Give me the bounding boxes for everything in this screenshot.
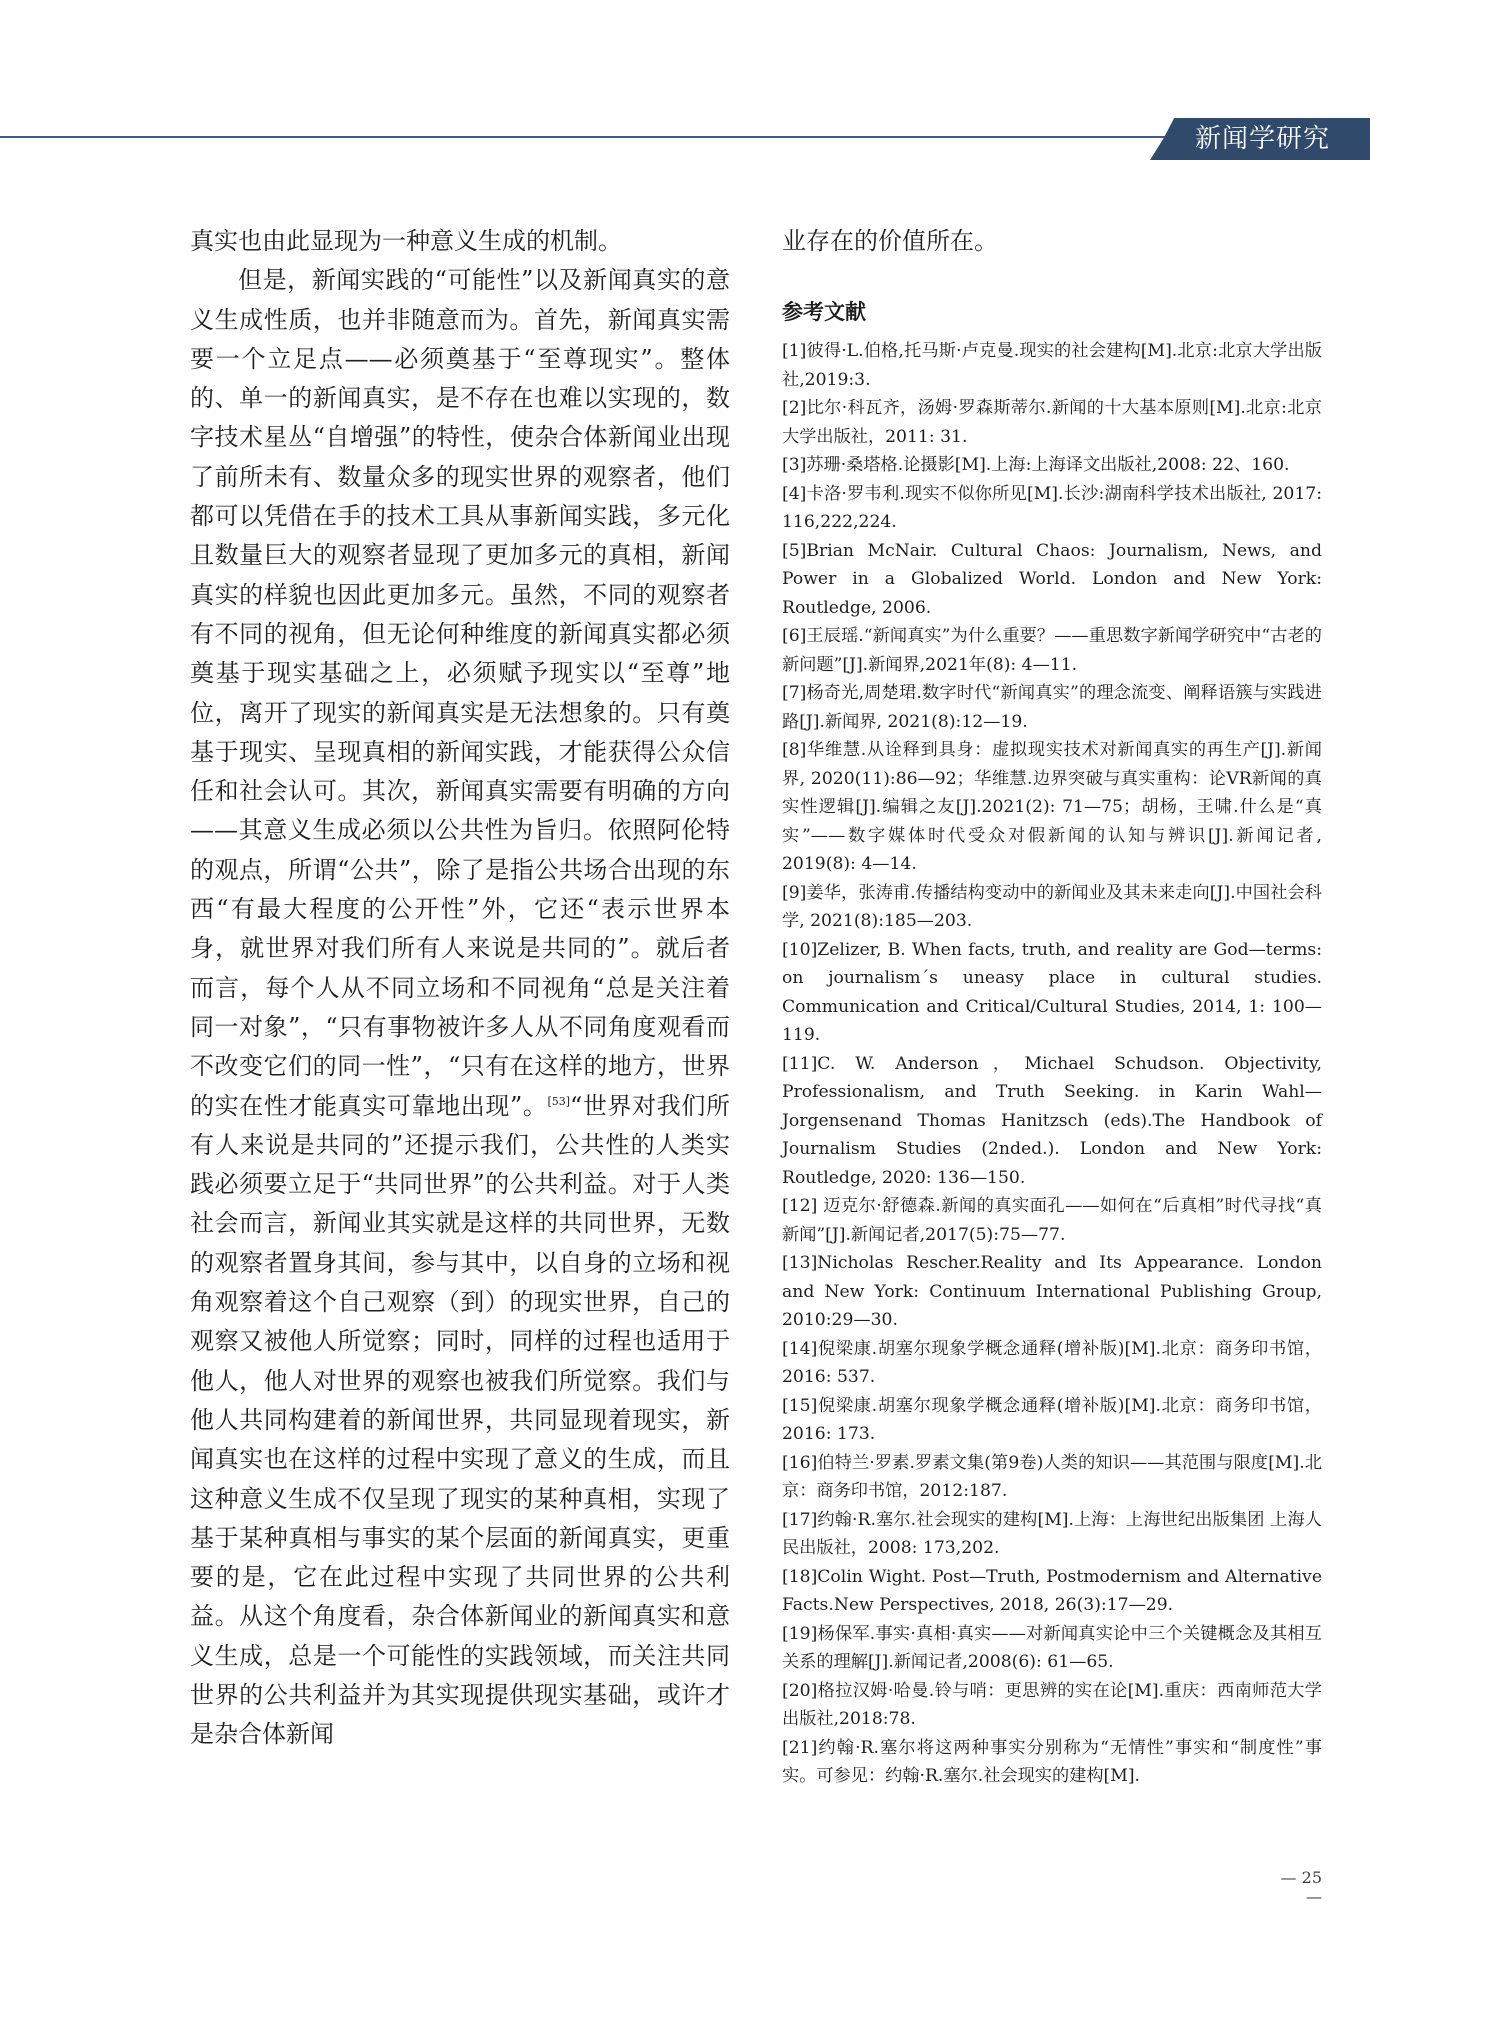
paragraph-text: 但是，新闻实践的“可能性”以及新闻真实的意义生成性质，也并非随意而为。首先，新闻真实需要一个立足点——必须奠基于“至尊现实”。整体的、单一的新闻真实，是不存在也难以实现的，数字技术星丛“自增强”的特性，使杂合体新闻业出现了前所未有、数量众多的现实世界的观察者，他们都可以凭借在手的技术工具从事新闻实践，多元化且数量巨大的观察者显现了更加多元的真相，新闻真实的样貌也因此更加多元。虽然，不同的观察者有不同的视角，但无论何种维度的新闻真实都必须奠基于现实基础之上，必须赋予现实以“至尊”地位，离开了现实的新闻真实是无法想象的。只有奠基于现实、呈现真相的新闻实践，才能获得公众信任和社会认可。其次，新闻真实需要有明确的方向——其意义生成必须以公共性为旨归。依照阿伦特的观点，所谓“公共”，除了是指公共场合出现的东西“有最大程度的公开性”外，它还“表示世界本身，就世界对我们所有人来说是共同的”。就后者而言，每个人从不同立场和不同视角“总是关注着同一对象”，“只有事物被许多人从不同角度观看而不改变它们的同一性”，“只有在这样的地方，世界的实在性才能真实可靠地出现”。 (190, 266, 730, 1120)
reference-item: [4]卡洛·罗韦利.现实不似你所见[M].长沙:湖南科学技术出版社, 2017: 116,222,224. (782, 483, 1322, 533)
header-rule (0, 136, 1185, 138)
body-column-left (190, 222, 730, 1755)
reference-item: [19]杨保军.事实·真相·真实——对新闻真实论中三个关键概念及其相互关系的理解[J].新闻记者,2008(6): 61—65. (782, 1623, 1322, 1673)
reference-item: [17]约翰·R.塞尔.社会现实的建构[M].上海：上海世纪出版集团 上海人民出版社，2008: 173,202. (782, 1509, 1322, 1559)
reference-item: [11]C. W. Anderson，Michael Schudson. Objectivity, Professionalism, and Truth Seeking. in Karin Wahl—Jorgensenand Thomas Hanitzsch (eds).The Handbook of Journalism Studies (2nded.). London and New York: Routledge, 2020: 136—150. (782, 1053, 1322, 1188)
reference-item: [7]杨奇光,周楚珺.数字时代“新闻真实”的理念流变、阐释语簇与实践进路[J].新闻界, 2021(8):12—19. (782, 683, 1322, 732)
reference-item: [8]华维慧.从诠释到具身：虚拟现实技术对新闻真实的再生产[J].新闻界, 2020(11):86—92；华维慧.边界突破与真实重构：论VR新闻的真实性逻辑[J].编辑之友[J].2021(2): 71—75；胡杨，王啸.什么是“真实”——数字媒体时代受众对假新闻的认知与辨识[J].新闻记者, 2019(8): 4—14. (782, 740, 1322, 875)
page-number: — 25 — (1280, 1868, 1322, 1906)
reference-item: [18]Colin Wight. Post—Truth, Postmodernism and Alternative Facts.New Perspectives, 2018, 26(3):17—29. (782, 1566, 1322, 1616)
reference-item: [6]王辰瑶.“新闻真实”为什么重要？——重思数字新闻学研究中“古老的新问题”[J].新闻界,2021年(8): 4—11. (782, 626, 1322, 675)
body-paragraph (190, 261, 730, 1754)
reference-item: [20]格拉汉姆·哈曼.铃与哨：更思辨的实在论[M].重庆：西南师范大学出版社,2018:78. (782, 1680, 1322, 1730)
reference-item: [9]姜华，张涛甫.传播结构变动中的新闻业及其未来走向[J].中国社会科学, 2021(8):185—203. (782, 882, 1322, 932)
reference-item: [3]苏珊·桑塔格.论摄影[M].上海:上海译文出版社,2008: 22、160. (782, 455, 1290, 476)
section-title: 新闻学研究 (1195, 124, 1331, 154)
body-paragraph: 真实也由此显现为一种意义生成的机制。 (190, 227, 622, 255)
reference-item: [2]比尔·科瓦齐，汤姆·罗森斯蒂尔.新闻的十大基本原则[M].北京:北京大学出版社，2011: 31. (782, 398, 1322, 447)
reference-item: [14]倪梁康.胡塞尔现象学概念通释(增补版)[M].北京：商务印书馆，2016: 537. (782, 1338, 1322, 1388)
reference-item: [13]Nicholas Rescher.Reality and Its Appearance. London and New York: Continuum International Publishing Group, 2010:29—30. (782, 1253, 1322, 1331)
reference-item: [21]约翰·R.塞尔将这两种事实分别称为“无情性”事实和“制度性”事实。可参见：约翰·R.塞尔.社会现实的建构[M]. (782, 1737, 1322, 1787)
reference-item: [1]彼得·L.伯格,托马斯·卢克曼.现实的社会建构[M].北京:北京大学出版社,2019:3. (782, 341, 1322, 390)
paragraph-text: “世界对我们所有人来说是共同的”还提示我们，公共性的人类实践必须要立足于“共同世界”的公共利益。对于人类社会而言，新闻业其实就是这样的共同世界，无数的观察者置身其间，参与其中，以自身的立场和视角观察着这个自己观察（到）的现实世界，自己的观察又被他人所觉察；同时，同样的过程也适用于他人，他人对世界的观察也被我们所觉察。我们与他人共同构建着的新闻世界，共同显现着现实，新闻真实也在这样的过程中实现了意义的生成，而且这种意义生成不仅呈现了现实的某种真相，实现了基于某种真相与事实的某个层面的新闻真实，更重要的是，它在此过程中实现了共同世界的公共利益。从这个角度看，杂合体新闻业的新闻真实和意义生成，总是一个可能性的实践领域，而关注共同世界的公共利益并为其实现提供现实基础，或许才是杂合体新闻 (190, 1091, 730, 1749)
body-paragraph-continuation: 业存在的价值所在。 (782, 227, 998, 255)
reference-item: [10]Zelizer, B. When facts, truth, and reality are God—terms: on journalism´s uneasy place in cultural studies. Communication and Critical/Cultural Studies, 2014, 1: 100—119. (782, 939, 1322, 1046)
references-heading: 参考文献 (782, 300, 866, 325)
body-column-right (782, 222, 1322, 1791)
reference-item: [15]倪梁康.胡塞尔现象学概念通释(增补版)[M].北京：商务印书馆，2016: 173. (782, 1395, 1322, 1445)
reference-item: [5]Brian McNair. Cultural Chaos: Journalism, News, and Power in a Globalized World. London and New York: Routledge, 2006. (782, 540, 1322, 618)
reference-list (782, 337, 1322, 1791)
citation-marker: [53] (547, 1094, 571, 1108)
reference-item: [12] 迈克尔·舒德森.新闻的真实面孔——如何在“后真相”时代寻找“真新闻”[J].新闻记者,2017(5):75—77. (782, 1196, 1322, 1245)
reference-item: [16]伯特兰·罗素.罗素文集(第9卷)人类的知识——其范围与限度[M].北京：商务印书馆，2012:187. (782, 1452, 1322, 1502)
